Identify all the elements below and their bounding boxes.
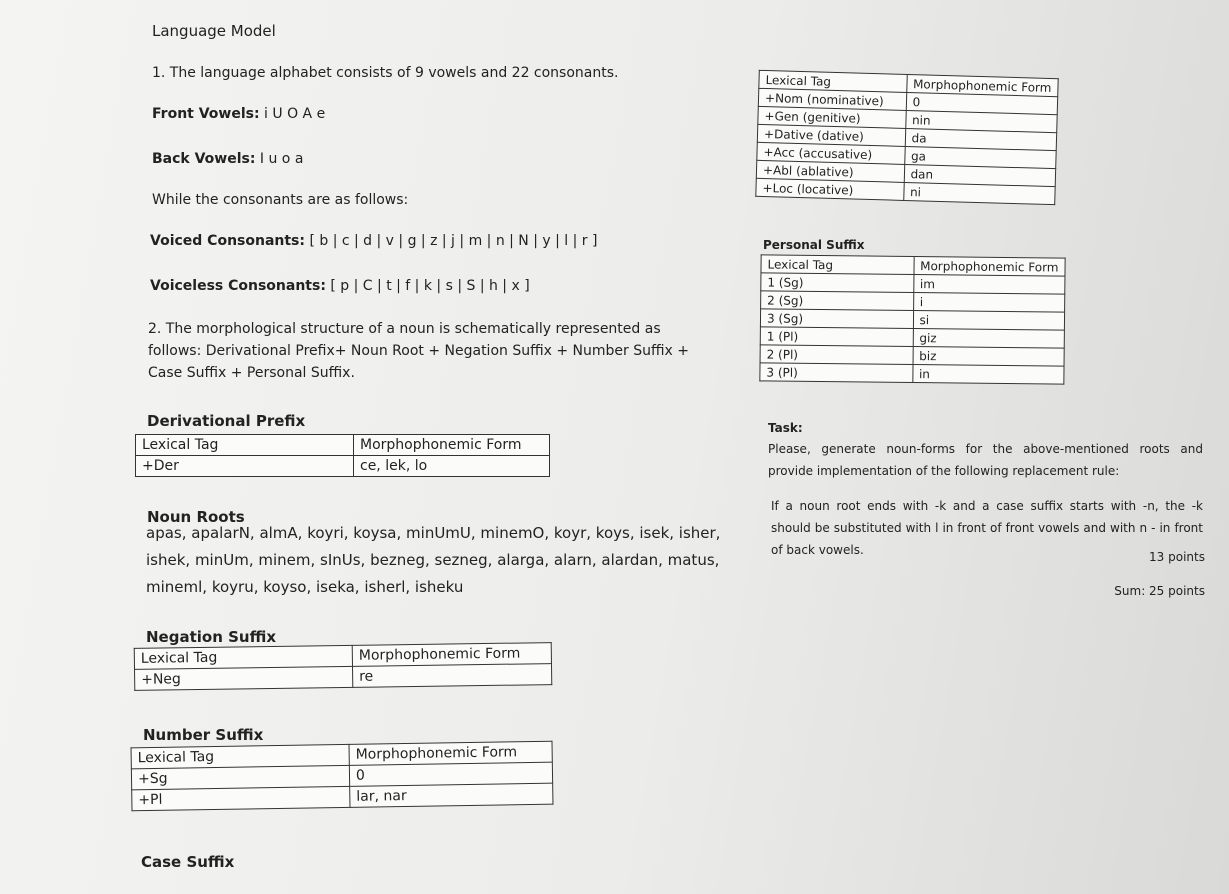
table-cell: si — [913, 311, 1065, 331]
table-cell: 3 (Sg) — [760, 309, 913, 329]
table-cell: biz — [913, 347, 1065, 367]
table-cell: +Acc (accusative) — [757, 142, 905, 164]
personal-suffix-title: Personal Suffix — [763, 238, 865, 252]
voiced-value: [ b | c | d | v | g | z | j | m | n | N | y | l | r ] — [305, 233, 598, 249]
table-cell: 2 (Pl) — [760, 345, 913, 365]
voiceless-value: [ p | C | t | f | k | s | S | h | x ] — [325, 278, 530, 294]
table-cell: ga — [904, 146, 1056, 168]
table-cell: re — [352, 664, 551, 688]
case-suffix-table — [755, 70, 1058, 205]
table-cell: in — [912, 365, 1064, 385]
table-row — [136, 456, 550, 477]
header-cell: Lexical Tag — [134, 645, 352, 669]
replacement-rule: If a noun root ends with -k and a case suffix starts with -n, the -k should be substituted with l in front of front vowels and with n - in front of back vowels. — [771, 499, 1203, 557]
header-cell: Lexical Tag — [761, 255, 914, 275]
table-cell: ni — [903, 182, 1055, 204]
morphology-line-1: 2. The morphological structure of a noun is schematically represented as — [148, 321, 661, 337]
table-cell: lar, nar — [350, 783, 553, 807]
alphabet-statement: 1. The language alphabet consists of 9 vowels and 22 consonants. — [152, 65, 619, 81]
noun-roots-list: apas, apalarN, almA, koyri, koysa, minUmU, minemO, koyr, koys, isek, isher, ishek, minUm, minem, sInUs, bezneg, sezneg, alarga, alarn, alardan, matus, mineml, koyru, koyso, iseka, isherl, isheku — [146, 524, 721, 596]
morphology-line-3: Case Suffix + Personal Suffix. — [148, 365, 355, 381]
table-cell: 1 (Sg) — [761, 273, 914, 293]
table-cell: im — [913, 275, 1065, 295]
number-suffix-title: Number Suffix — [143, 726, 264, 744]
front-vowels-line — [152, 106, 325, 122]
table-cell: nin — [905, 110, 1057, 132]
negation-suffix-table — [134, 642, 553, 691]
task-points: 13 points — [1149, 550, 1205, 564]
voiceless-consonants-line — [150, 278, 530, 294]
table-cell: ce, lek, lo — [354, 456, 550, 477]
header-cell: Morphophonemic Form — [354, 435, 550, 456]
header-cell: Morphophonemic Form — [349, 741, 552, 765]
table-cell: +Nom (nominative) — [758, 88, 906, 110]
table-cell: 0 — [906, 92, 1058, 114]
derivational-prefix-title: Derivational Prefix — [147, 412, 306, 430]
table-cell: 0 — [349, 762, 552, 786]
table-cell: +Abl (ablative) — [756, 160, 904, 182]
derivational-prefix-table — [135, 434, 550, 477]
consonants-intro: While the consonants are as follows: — [152, 192, 409, 208]
back-vowels-line — [152, 151, 303, 167]
back-vowels-value: I u o a — [255, 151, 304, 167]
table-header-row — [136, 435, 550, 456]
table-row — [760, 363, 1064, 384]
table-cell: +Neg — [135, 666, 353, 690]
task-description: Please, generate noun-forms for the above-mentioned roots and provide implementation of the following replacement rule: — [768, 442, 1203, 478]
table-cell: i — [913, 293, 1065, 313]
total-points: Sum: 25 points — [1114, 584, 1205, 598]
table-cell: +Dative (dative) — [757, 124, 905, 146]
table-cell: 1 (Pl) — [760, 327, 913, 347]
voiced-label: Voiced Consonants: — [150, 233, 305, 249]
morphology-statement — [148, 318, 689, 384]
table-cell: 2 (Sg) — [761, 291, 914, 311]
voiced-consonants-line — [150, 233, 597, 249]
voiceless-label: Voiceless Consonants: — [150, 278, 326, 294]
header-cell: Morphophonemic Form — [906, 74, 1058, 96]
document-title: Language Model — [152, 22, 276, 40]
table-cell: 3 (Pl) — [760, 363, 913, 383]
front-vowels-value: i U O A e — [259, 106, 326, 122]
header-cell: Morphophonemic Form — [352, 643, 551, 667]
personal-suffix-table — [759, 254, 1065, 384]
header-cell: Lexical Tag — [131, 744, 349, 768]
noun-roots-title: Noun Roots — [147, 508, 245, 526]
number-suffix-table — [131, 741, 554, 812]
table-cell: dan — [904, 164, 1056, 186]
negation-suffix-title: Negation Suffix — [146, 628, 276, 646]
header-cell: Lexical Tag — [136, 435, 354, 456]
front-vowels-label: Front Vowels: — [152, 106, 260, 122]
header-cell: Lexical Tag — [759, 70, 907, 92]
morphology-line-2: follows: Derivational Prefix+ Noun Root + Negation Suffix + Number Suffix + — [148, 343, 689, 359]
table-row — [135, 664, 552, 691]
table-cell: +Pl — [132, 786, 350, 810]
case-suffix-title: Case Suffix — [141, 853, 235, 871]
task-heading: Task: — [768, 421, 803, 435]
table-cell: da — [905, 128, 1057, 150]
table-cell: +Der — [136, 456, 354, 477]
back-vowels-label: Back Vowels: — [152, 151, 256, 167]
table-cell: giz — [913, 329, 1065, 349]
table-cell: +Gen (genitive) — [758, 106, 906, 128]
header-cell: Morphophonemic Form — [914, 257, 1066, 277]
table-cell: +Loc (locative) — [756, 178, 904, 200]
table-cell: +Sg — [131, 765, 349, 789]
